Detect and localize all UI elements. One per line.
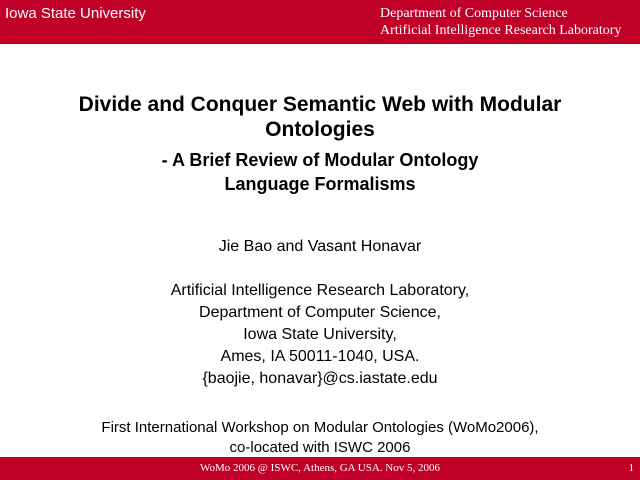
footer-text: WoMo 2006 @ ISWC, Athens, GA USA. Nov 5, 2006 <box>200 462 440 474</box>
subtitle-line: Language Formalisms <box>224 174 416 194</box>
affiliation-line: Artificial Intelligence Research Laboratory, <box>170 282 470 299</box>
header-banner <box>0 0 640 44</box>
lab-name: Artificial Intelligence Research Laboratory <box>380 23 622 38</box>
affiliation-line: Iowa State University, <box>243 326 397 343</box>
footer-banner <box>0 457 640 480</box>
authors: Jie Bao and Vasant Honavar <box>218 238 422 255</box>
affiliation-line: Department of Computer Science, <box>199 304 441 321</box>
department-name: Department of Computer Science <box>380 6 568 21</box>
university-name: Iowa State University <box>5 5 146 22</box>
slide-subtitle <box>0 148 640 196</box>
venue-line: First International Workshop on Modular Ontologies (WoMo2006), <box>101 419 539 436</box>
department-lab <box>380 5 621 39</box>
page-number: 1 <box>628 462 634 474</box>
subtitle-line: - A Brief Review of Modular Ontology <box>161 150 479 170</box>
venue <box>0 418 640 458</box>
email-line: {baojie, honavar}@cs.iastate.edu <box>202 370 438 387</box>
slide-title <box>0 92 640 142</box>
venue-line: co-located with ISWC 2006 <box>229 439 411 456</box>
title-line: Ontologies <box>265 118 375 141</box>
title-line: Divide and Conquer Semantic Web with Modular <box>78 93 562 116</box>
affiliation <box>0 280 640 390</box>
affiliation-line: Ames, IA 50011-1040, USA. <box>220 348 420 365</box>
